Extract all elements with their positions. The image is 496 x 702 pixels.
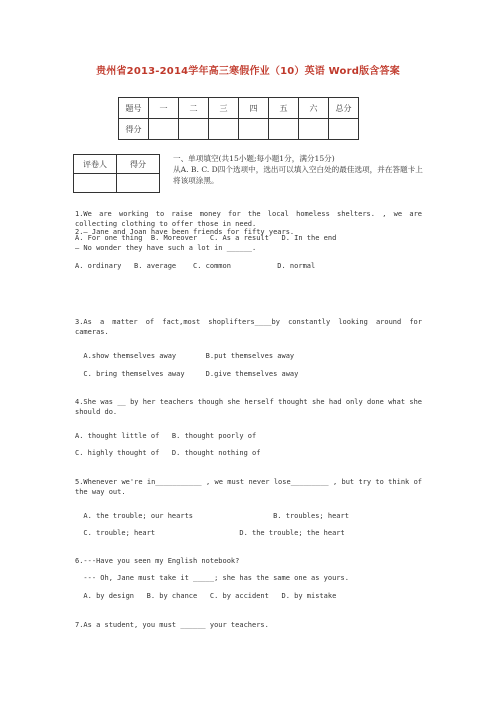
score-cell — [179, 119, 209, 140]
question-2-line-1: 2.— Jane and Joan have been friends for fifty years. — [75, 228, 295, 236]
question-1-options: A. For one thing B. Moreover C. As a result D. In the end — [75, 234, 337, 242]
score-cell — [269, 119, 299, 140]
grader-blank-cell — [74, 174, 117, 193]
score-value-row — [119, 119, 359, 140]
score-cell: 二 — [179, 98, 209, 119]
question-2-options: A. ordinary B. average C. common D. normal — [75, 262, 316, 270]
score-cell — [299, 119, 329, 140]
score-cell: 得分 — [119, 119, 149, 140]
score-cell — [209, 119, 239, 140]
score-cell — [239, 119, 269, 140]
question-5-option-row-1: A. the trouble; our hearts B. troubles; heart — [75, 512, 349, 520]
question-1-stem: 1.We are working to raise money for the local homeless shelters. , we are collecting clothing to offer those in need. — [75, 210, 422, 228]
question-5-option-row-2: C. trouble; heart D. the trouble; the heart — [75, 529, 345, 537]
question-3-option-row-2: C. bring themselves away D.give themselves away — [75, 370, 299, 378]
score-cell: 一 — [149, 98, 179, 119]
score-header-row — [119, 98, 359, 119]
grader-blank-cell — [117, 174, 160, 193]
question-4-option-row-2: C. highly thought of D. thought nothing of — [75, 449, 261, 457]
score-cell: 五 — [269, 98, 299, 119]
grader-header-row — [74, 155, 160, 174]
score-cell — [329, 119, 359, 140]
section-description: 从A. B. C. D四个选项中，选出可以填入空白处的最佳选项，并在答题卡上将该项涂黑。 — [173, 165, 423, 185]
question-4-option-row-1: A. thought little of B. thought poorly of — [75, 432, 257, 440]
question-7-stem: 7.As a student, you must ______ your teachers. — [75, 621, 269, 629]
question-5-stem: 5.Whenever we're in___________ , we must never lose_________ , but try to think of the way out. — [75, 478, 422, 496]
document-title: 贵州省2013-2014学年高三寒假作业（10）英语 Word版含答案 — [96, 66, 400, 77]
grader-table — [73, 154, 160, 193]
question-3-option-row-1: A.show themselves away B.put themselves away — [75, 352, 295, 360]
question-4-stem: 4.She was __ by her teachers though she herself thought she had only done what she should do. — [75, 398, 422, 416]
score-cell: 题号 — [119, 98, 149, 119]
question-6-options: A. by design B. by chance C. by accident D. by mistake — [75, 592, 337, 600]
grader-score-label: 得分 — [117, 155, 160, 174]
question-6-line-2: --- Oh, Jane must take it _____; she has the same one as yours. — [75, 574, 349, 582]
score-cell: 总分 — [329, 98, 359, 119]
question-6-line-1: 6.---Have you seen my English notebook? — [75, 557, 240, 565]
score-cell: 三 — [209, 98, 239, 119]
score-cell — [149, 119, 179, 140]
question-2-line-2: — No wonder they have such a lot in ______. — [75, 244, 257, 252]
question-3-stem: 3.As a matter of fact,most shoplifters____by constantly looking around for cameras. — [75, 318, 422, 336]
score-table — [118, 97, 359, 140]
section-title: 一、单项填空(共15小题;每小题1分，满分15分) — [173, 154, 335, 163]
grader-label: 评卷人 — [74, 155, 117, 174]
score-cell: 六 — [299, 98, 329, 119]
grader-blank-row — [74, 174, 160, 193]
score-cell: 四 — [239, 98, 269, 119]
